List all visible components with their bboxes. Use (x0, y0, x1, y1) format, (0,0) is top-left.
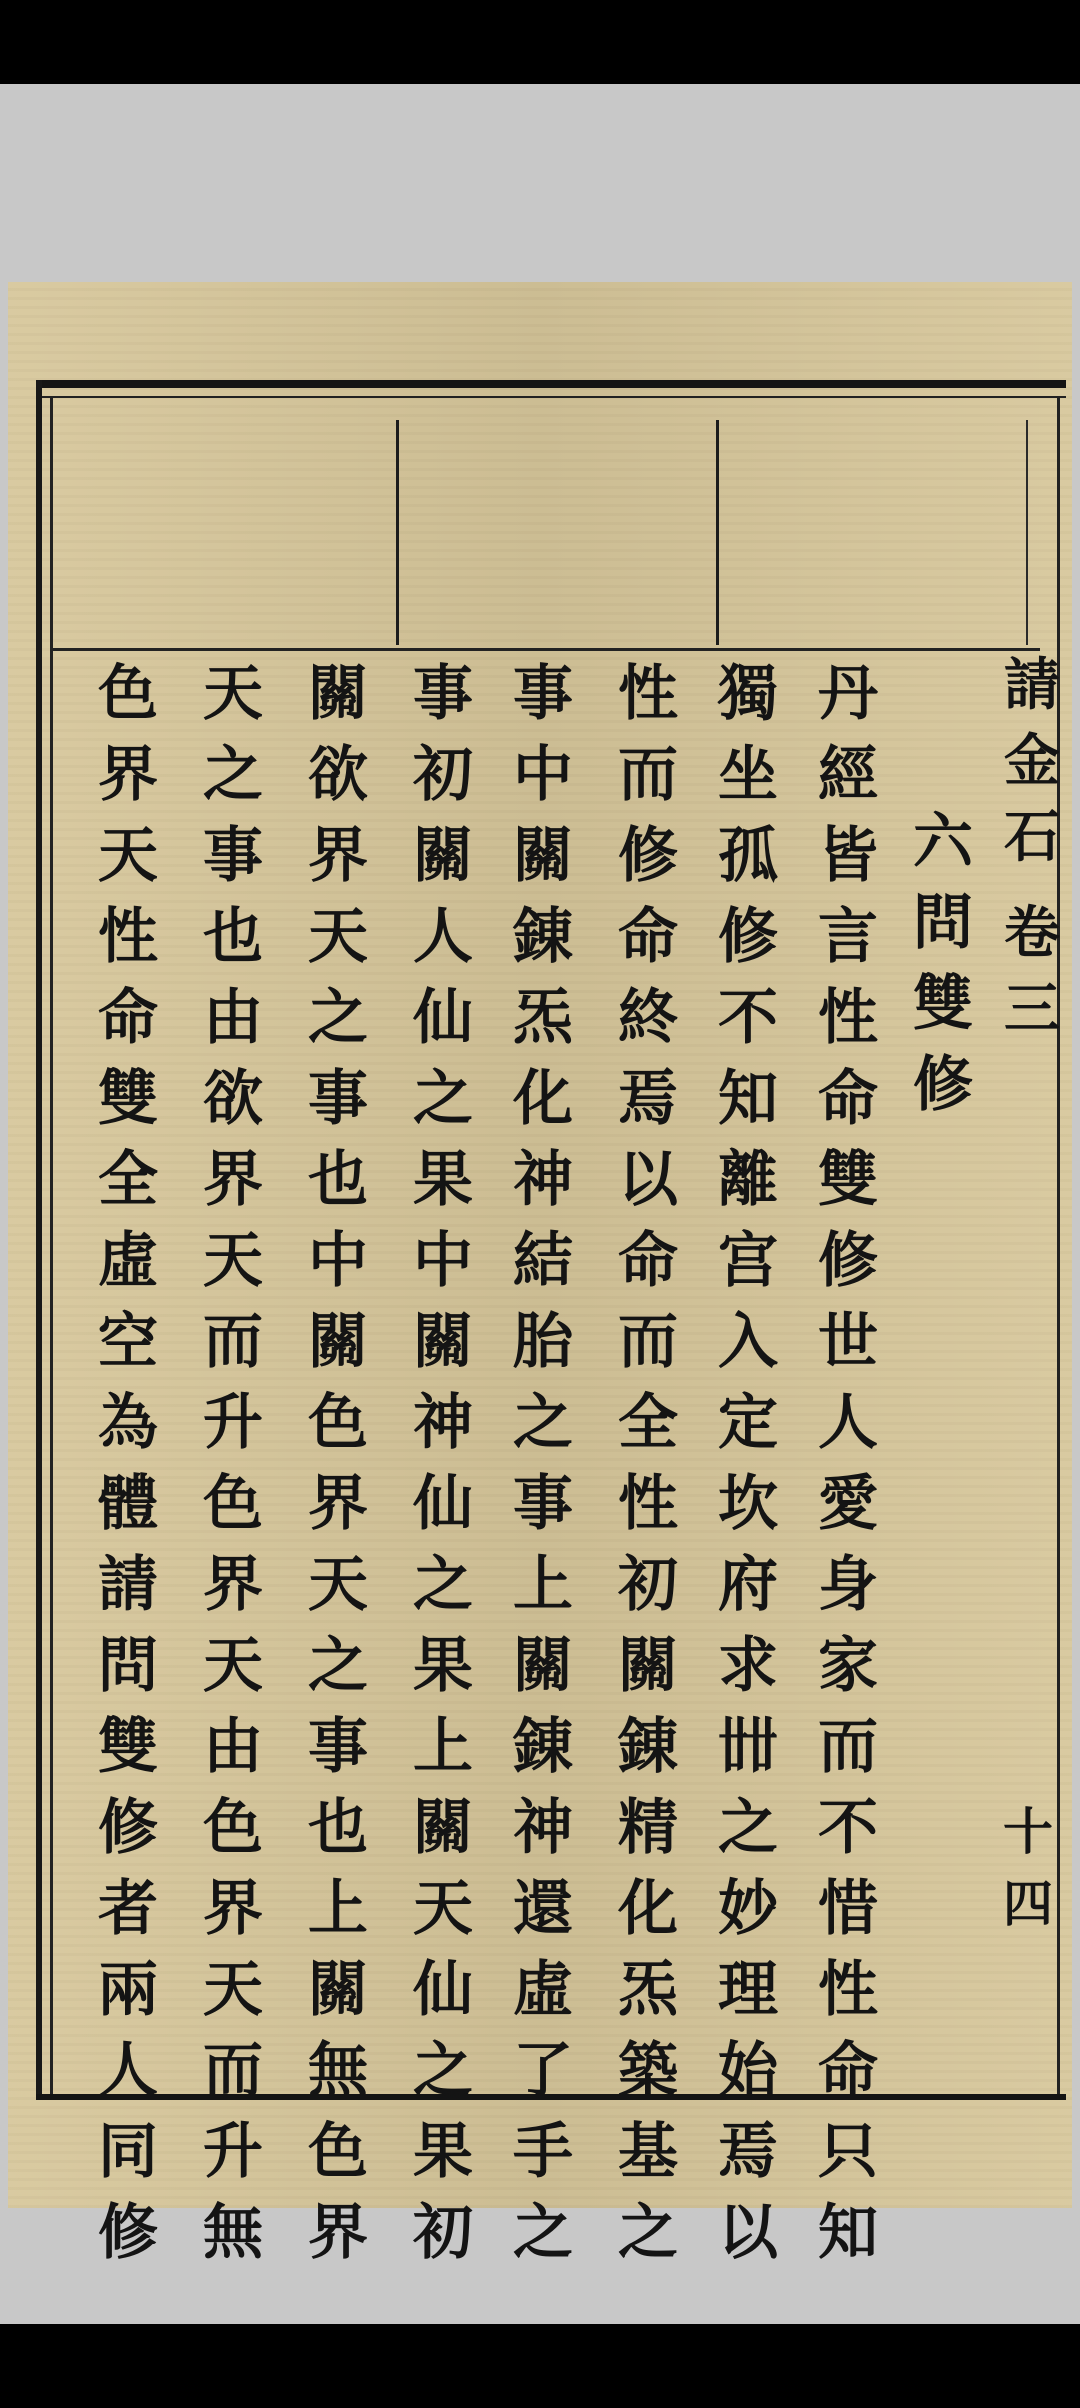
text-char: 惜 (818, 1874, 878, 1944)
frame-left-rule (36, 380, 42, 2100)
text-char: 兩 (98, 1955, 158, 2025)
text-column (93, 654, 163, 2274)
text-char: 炁 (618, 1955, 678, 2025)
text-char: 中 (413, 1226, 473, 1296)
text-char: 關 (618, 1631, 678, 1701)
text-char: 還 (513, 1874, 573, 1944)
text-char: 事 (203, 821, 263, 891)
text-char: 關 (413, 1793, 473, 1863)
text-char: 結 (513, 1226, 573, 1296)
text-char: 關 (413, 1307, 473, 1377)
text-char: 上 (513, 1550, 573, 1620)
text-char: 之 (413, 2036, 473, 2106)
text-column (303, 654, 373, 2274)
text-char: 之 (718, 1793, 778, 1863)
text-char: 色 (308, 1388, 368, 1458)
text-char: 關 (308, 1955, 368, 2025)
heading-column (908, 802, 978, 1126)
volume-label: 卷 三 (1004, 900, 1060, 1042)
text-char: 手 (513, 2117, 573, 2187)
text-char: 事 (308, 1712, 368, 1782)
text-column (408, 654, 478, 2274)
text-char: 定 (718, 1388, 778, 1458)
text-char: 神 (513, 1145, 573, 1215)
text-char: 求 (718, 1631, 778, 1701)
text-char: 命 (618, 902, 678, 972)
text-char: 炁 (513, 983, 573, 1053)
text-char: 神 (413, 1388, 473, 1458)
text-char: 關 (413, 821, 473, 891)
text-char: 初 (413, 740, 473, 810)
text-char: 人 (818, 1388, 878, 1458)
text-char: 以 (718, 2198, 778, 2268)
text-char: 體 (98, 1469, 158, 1539)
text-char: 言 (818, 902, 878, 972)
text-char: 修 (718, 902, 778, 972)
text-char: 也 (308, 1145, 368, 1215)
text-char: 之 (308, 1631, 368, 1701)
text-char: 升 (203, 2117, 263, 2187)
text-char: 修 (818, 1226, 878, 1296)
text-char: 胎 (513, 1307, 573, 1377)
text-char: 界 (308, 2198, 368, 2268)
text-char: 欲 (308, 740, 368, 810)
text-char: 界 (203, 1550, 263, 1620)
text-char: 為 (98, 1388, 158, 1458)
text-char: 天 (203, 1631, 263, 1701)
text-char: 而 (618, 740, 678, 810)
heading-char: 六 (913, 807, 973, 877)
text-char: 了 (513, 2036, 573, 2106)
text-char: 天 (308, 902, 368, 972)
text-char: 而 (203, 1307, 263, 1377)
text-char: 仙 (413, 1469, 473, 1539)
text-char: 不 (818, 1793, 878, 1863)
text-char: 焉 (718, 2117, 778, 2187)
text-char: 修 (98, 1793, 158, 1863)
text-char: 而 (818, 1712, 878, 1782)
text-char: 雙 (818, 1145, 878, 1215)
text-char: 由 (203, 983, 263, 1053)
text-char: 天 (203, 1226, 263, 1296)
text-column (198, 654, 268, 2274)
text-char: 性 (818, 1955, 878, 2025)
text-char: 坎 (718, 1469, 778, 1539)
heading-char: 雙 (913, 969, 973, 1039)
text-char: 界 (98, 740, 158, 810)
text-char: 築 (618, 2036, 678, 2106)
text-char: 神 (513, 1793, 573, 1863)
text-char: 天 (203, 659, 263, 729)
text-char: 色 (98, 659, 158, 729)
header-divider (716, 420, 719, 645)
text-char: 只 (818, 2117, 878, 2187)
text-char: 關 (308, 659, 368, 729)
text-char: 之 (413, 1064, 473, 1134)
text-char: 而 (203, 2036, 263, 2106)
text-char: 初 (413, 2198, 473, 2268)
text-char: 初 (618, 1550, 678, 1620)
text-char: 之 (413, 1550, 473, 1620)
header-band-rule (50, 648, 1040, 651)
text-char: 性 (618, 1469, 678, 1539)
text-char: 錬 (513, 1712, 573, 1782)
text-char: 虛 (98, 1226, 158, 1296)
text-char: 仙 (413, 983, 473, 1053)
text-char: 關 (308, 1307, 368, 1377)
text-char: 上 (413, 1712, 473, 1782)
text-char: 雙 (98, 1064, 158, 1134)
text-char: 色 (203, 1469, 263, 1539)
text-char: 雙 (98, 1712, 158, 1782)
text-char: 果 (413, 2117, 473, 2187)
text-char: 天 (98, 821, 158, 891)
text-char: 果 (413, 1145, 473, 1215)
text-char: 化 (618, 1874, 678, 1944)
text-char: 基 (618, 2117, 678, 2187)
text-char: 關 (513, 1631, 573, 1701)
text-column (813, 654, 883, 2274)
text-char: 事 (308, 1064, 368, 1134)
header-divider (396, 420, 399, 645)
text-char: 命 (818, 2036, 878, 2106)
text-char: 色 (203, 1793, 263, 1863)
text-char: 錬 (513, 902, 573, 972)
heading-char: 修 (913, 1050, 973, 1120)
text-char: 也 (203, 902, 263, 972)
navigation-bar (0, 2324, 1080, 2408)
text-char: 關 (513, 821, 573, 891)
text-char: 果 (413, 1631, 473, 1701)
text-char: 事 (413, 659, 473, 729)
text-char: 天 (413, 1874, 473, 1944)
text-char: 虛 (513, 1955, 573, 2025)
text-char: 中 (308, 1226, 368, 1296)
text-char: 欲 (203, 1064, 263, 1134)
page-number: 十四 (1003, 1802, 1053, 1933)
text-char: 丹 (818, 659, 878, 729)
text-char: 以 (618, 1145, 678, 1215)
text-char: 天 (203, 1955, 263, 2025)
text-char: 府 (718, 1550, 778, 1620)
text-char: 身 (818, 1550, 878, 1620)
text-char: 妙 (718, 1874, 778, 1944)
text-char: 始 (718, 2036, 778, 2106)
text-char: 人 (98, 2036, 158, 2106)
text-char: 由 (203, 1712, 263, 1782)
text-char: 入 (718, 1307, 778, 1377)
heading-char: 問 (913, 888, 973, 958)
scanned-page (8, 282, 1072, 2268)
book-title: 請 金 石 (1004, 652, 1060, 870)
text-char: 𠦜 (718, 1712, 778, 1782)
text-char: 化 (513, 1064, 573, 1134)
text-char: 性 (98, 902, 158, 972)
text-char: 無 (203, 2198, 263, 2268)
text-char: 愛 (818, 1469, 878, 1539)
text-char: 焉 (618, 1064, 678, 1134)
text-char: 人 (413, 902, 473, 972)
text-char: 修 (98, 2198, 158, 2268)
frame-top-inner-rule (36, 396, 1066, 398)
text-char: 終 (618, 983, 678, 1053)
text-char: 界 (308, 821, 368, 891)
text-char: 天 (308, 1550, 368, 1620)
text-column (508, 654, 578, 2274)
text-char: 仙 (413, 1955, 473, 2025)
text-char: 不 (718, 983, 778, 1053)
text-char: 色 (308, 2117, 368, 2187)
status-bar (0, 0, 1080, 84)
text-char: 事 (513, 659, 573, 729)
text-char: 之 (513, 1388, 573, 1458)
text-char: 理 (718, 1955, 778, 2025)
text-char: 請 (98, 1550, 158, 1620)
text-char: 中 (513, 740, 573, 810)
text-char: 無 (308, 2036, 368, 2106)
text-char: 之 (513, 2198, 573, 2268)
text-char: 知 (818, 2198, 878, 2268)
header-divider (1026, 420, 1028, 645)
text-char: 者 (98, 1874, 158, 1944)
text-char: 事 (513, 1469, 573, 1539)
text-char: 命 (818, 1064, 878, 1134)
text-char: 家 (818, 1631, 878, 1701)
text-char: 而 (618, 1307, 678, 1377)
text-char: 坐 (718, 740, 778, 810)
text-char: 也 (308, 1793, 368, 1863)
text-char: 全 (618, 1388, 678, 1458)
text-char: 錬 (618, 1712, 678, 1782)
text-column (613, 654, 683, 2274)
text-char: 皆 (818, 821, 878, 891)
text-char: 之 (618, 2198, 678, 2268)
frame-left-inner-rule (50, 398, 53, 2098)
text-char: 孤 (718, 821, 778, 891)
text-char: 上 (308, 1874, 368, 1944)
text-char: 全 (98, 1145, 158, 1215)
text-char: 精 (618, 1793, 678, 1863)
text-char: 性 (618, 659, 678, 729)
frame-top-rule (36, 380, 1066, 388)
text-char: 問 (98, 1631, 158, 1701)
text-char: 命 (618, 1226, 678, 1296)
text-char: 之 (308, 983, 368, 1053)
text-char: 界 (203, 1145, 263, 1215)
text-char: 知 (718, 1064, 778, 1134)
text-column (713, 654, 783, 2274)
text-char: 空 (98, 1307, 158, 1377)
text-char: 之 (203, 740, 263, 810)
text-char: 界 (203, 1874, 263, 1944)
text-char: 宫 (718, 1226, 778, 1296)
text-char: 命 (98, 983, 158, 1053)
text-char: 獨 (718, 659, 778, 729)
text-char: 性 (818, 983, 878, 1053)
text-char: 離 (718, 1145, 778, 1215)
text-char: 界 (308, 1469, 368, 1539)
book-title-marker (1000, 647, 1064, 1747)
text-char: 經 (818, 740, 878, 810)
text-char: 修 (618, 821, 678, 891)
text-char: 同 (98, 2117, 158, 2187)
text-char: 升 (203, 1388, 263, 1458)
text-char: 世 (818, 1307, 878, 1377)
